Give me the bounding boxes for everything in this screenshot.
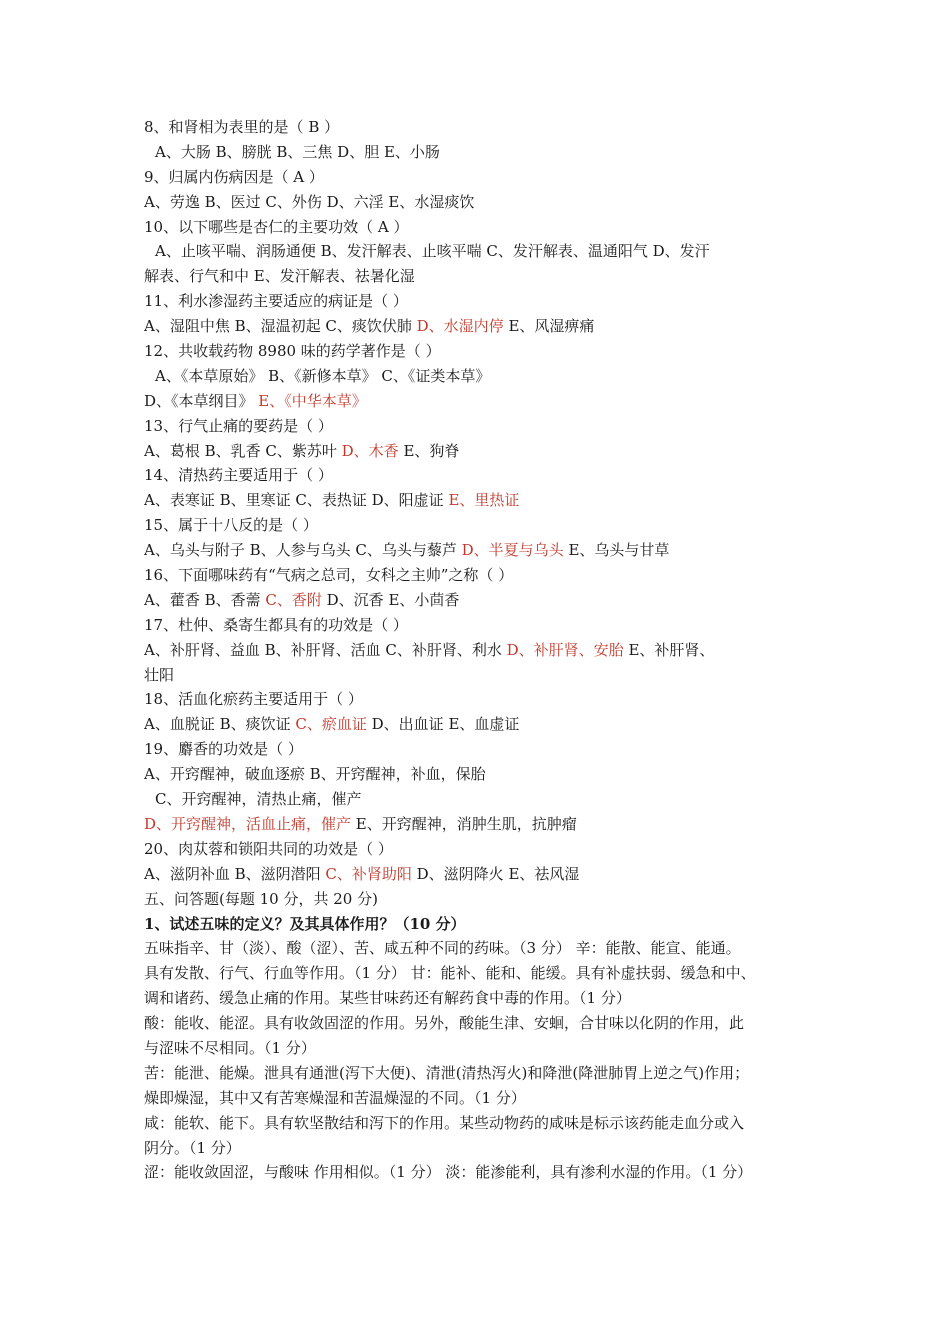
question-15-options-after: E、乌头与甘草 bbox=[563, 541, 670, 560]
question-19-options-line-2: C、开窍醒神，清热止痛，催产 bbox=[155, 790, 362, 809]
question-16-stem: 16、下面哪味药有“气病之总司，女科之主帅”之称（ ） bbox=[144, 566, 514, 585]
question-9-stem: 9、归属内伤病因是（ A ） bbox=[144, 167, 324, 186]
question-12-answer: E、《中华本草》 bbox=[258, 391, 367, 410]
question-18-stem: 18、活血化瘀药主要适用于（ ） bbox=[144, 690, 363, 709]
section-5-question-1-title: 1、试述五味的定义？及其具体作用？（10 分） bbox=[144, 914, 466, 933]
question-13-options bbox=[144, 439, 814, 464]
question-10-options-line-2: 解表、行气和中 E、发汗解表、祛暑化湿 bbox=[144, 267, 415, 286]
answer-line-5: 与涩味不尽相同。（1 分） bbox=[144, 1038, 316, 1057]
question-18-options-after: D、出血证 E、血虚证 bbox=[366, 715, 520, 734]
question-20-options-after: D、滋阴降火 E、祛风湿 bbox=[411, 864, 580, 883]
answer-line-3: 调和诸药、缓急止痛的作用。某些甘味药还有解药食中毒的作用。（1 分） bbox=[144, 989, 631, 1008]
question-10-stem: 10、以下哪些是杏仁的主要功效（ A ） bbox=[144, 217, 409, 236]
question-10-options-line-1: A、止咳平喘、润肠通便 B、发汗解表、止咳平喘 C、发汗解表、温通阳气 D、发汗 bbox=[155, 242, 710, 261]
question-14-options bbox=[144, 488, 814, 513]
question-14-stem: 14、清热药主要适用于（ ） bbox=[144, 466, 333, 485]
question-11-options bbox=[144, 314, 814, 339]
question-12-options-line-1: A、《本草原始》 B、《新修本草》 C、《证类本草》 bbox=[155, 366, 491, 385]
question-17-options-line-2: 壮阳 bbox=[144, 665, 175, 684]
question-11-answer: D、水湿内停 bbox=[416, 317, 504, 336]
question-15-stem: 15、属于十八反的是（ ） bbox=[144, 516, 318, 535]
question-20-stem: 20、肉苁蓉和锁阳共同的功效是（ ） bbox=[144, 839, 393, 858]
answer-line-1: 五味指辛、甘（淡）、酸（涩）、苦、咸五种不同的药味。（3 分） 辛：能散、能宣、能通。 bbox=[144, 939, 741, 958]
answer-line-8: 咸：能软、能下。具有软坚散结和泻下的作用。某些动物药的咸味是标示该药能走血分或入 bbox=[144, 1113, 745, 1132]
question-19-answer: D、开窍醒神，活血止痛，催产 bbox=[144, 814, 352, 833]
question-17-stem: 17、杜仲、桑寄生都具有的功效是（ ） bbox=[144, 615, 408, 634]
question-20-answer: C、补肾助阳 bbox=[325, 864, 412, 883]
answer-line-7: 燥即燥湿，其中又有苦寒燥湿和苦温燥湿的不同。（1 分） bbox=[144, 1088, 526, 1107]
question-12-stem: 12、共收载药物 8980 味的药学著作是（ ） bbox=[144, 342, 441, 361]
question-8-options: A、大肠 B、膀胱 B、三焦 D、胆 E、小肠 bbox=[155, 142, 440, 161]
question-19-options-after: E、开窍醒神，消肿生肌，抗肿瘤 bbox=[351, 814, 577, 833]
answer-line-6: 苦：能泄、能燥。泄具有通泄(泻下大便)、清泄(清热泻火)和降泄(降泄肺胃上逆之气)作用； bbox=[144, 1063, 750, 1082]
question-14-answer: E、里热证 bbox=[448, 491, 520, 510]
question-13-options-before: A、葛根 B、乳香 C、紫苏叶 bbox=[144, 441, 342, 460]
section-5-heading: 五、问答题(每题 10 分，共 20 分) bbox=[144, 889, 378, 908]
question-17-options-before: A、补肝肾、益血 B、补肝肾、活血 C、补肝肾、利水 bbox=[144, 640, 507, 659]
question-17-answer: D、补肝肾、安胎 bbox=[506, 640, 624, 659]
question-19-options-line-3 bbox=[144, 812, 814, 837]
question-19-options-line-1: A、开窍醒神，破血逐瘀 B、开窍醒神，补血，保胎 bbox=[144, 765, 486, 784]
question-12-options-line-2 bbox=[144, 389, 814, 414]
question-11-stem: 11、利水渗湿药主要适应的病证是（ ） bbox=[144, 292, 408, 311]
answer-line-4: 酸：能收、能涩。具有收敛固涩的作用。另外，酸能生津、安蛔，合甘味以化阴的作用，此 bbox=[144, 1014, 745, 1033]
question-18-options-before: A、血脱证 B、痰饮证 bbox=[144, 715, 296, 734]
document-page bbox=[144, 115, 814, 1185]
question-15-options-before: A、乌头与附子 B、人参与乌头 C、乌头与藜芦 bbox=[144, 541, 462, 560]
question-13-answer: D、木香 bbox=[341, 441, 399, 460]
question-8-stem: 8、和肾相为表里的是（ B ） bbox=[144, 118, 340, 136]
question-16-options bbox=[144, 588, 814, 613]
question-11-options-after: E、风湿痹痛 bbox=[503, 317, 595, 336]
question-20-options bbox=[144, 862, 814, 887]
answer-line-2: 具有发散、行气、行血等作用。（1 分） 甘：能补、能和、能缓。具有补虚扶弱、缓急和中、 bbox=[144, 964, 756, 983]
question-9-options: A、劳逸 B、医过 C、外伤 D、六淫 E、水湿痰饮 bbox=[144, 192, 475, 211]
answer-line-10: 涩：能收敛固涩，与酸味 作用相似。（1 分） 淡：能渗能利，具有渗利水湿的作用。（1 分） bbox=[144, 1163, 753, 1182]
question-16-options-after: D、沉香 E、小茴香 bbox=[321, 590, 460, 609]
question-17-options-line-1 bbox=[144, 638, 814, 663]
question-14-options-before: A、表寒证 B、里寒证 C、表热证 D、阳虚证 bbox=[144, 491, 449, 510]
question-15-options bbox=[144, 538, 814, 563]
question-19-stem: 19、麝香的功效是（ ） bbox=[144, 740, 303, 759]
question-17-options-after: E、补肝肾、 bbox=[623, 640, 715, 659]
question-18-answer: C、瘀血证 bbox=[295, 715, 367, 734]
question-20-options-before: A、滋阴补血 B、滋阴潜阳 bbox=[144, 864, 326, 883]
answer-line-9: 阴分。（1 分） bbox=[144, 1138, 241, 1157]
question-12-options-before: D、《本草纲目》 bbox=[144, 391, 259, 410]
question-11-options-before: A、湿阻中焦 B、湿温初起 C、痰饮伏肺 bbox=[144, 317, 417, 336]
question-16-answer: C、香附 bbox=[265, 590, 322, 609]
question-16-options-before: A、藿香 B、香薷 bbox=[144, 590, 266, 609]
question-13-options-after: E、狗脊 bbox=[398, 441, 460, 460]
question-18-options bbox=[144, 712, 814, 737]
question-13-stem: 13、行气止痛的要药是（ ） bbox=[144, 416, 333, 435]
question-15-answer: D、半夏与乌头 bbox=[461, 541, 564, 560]
